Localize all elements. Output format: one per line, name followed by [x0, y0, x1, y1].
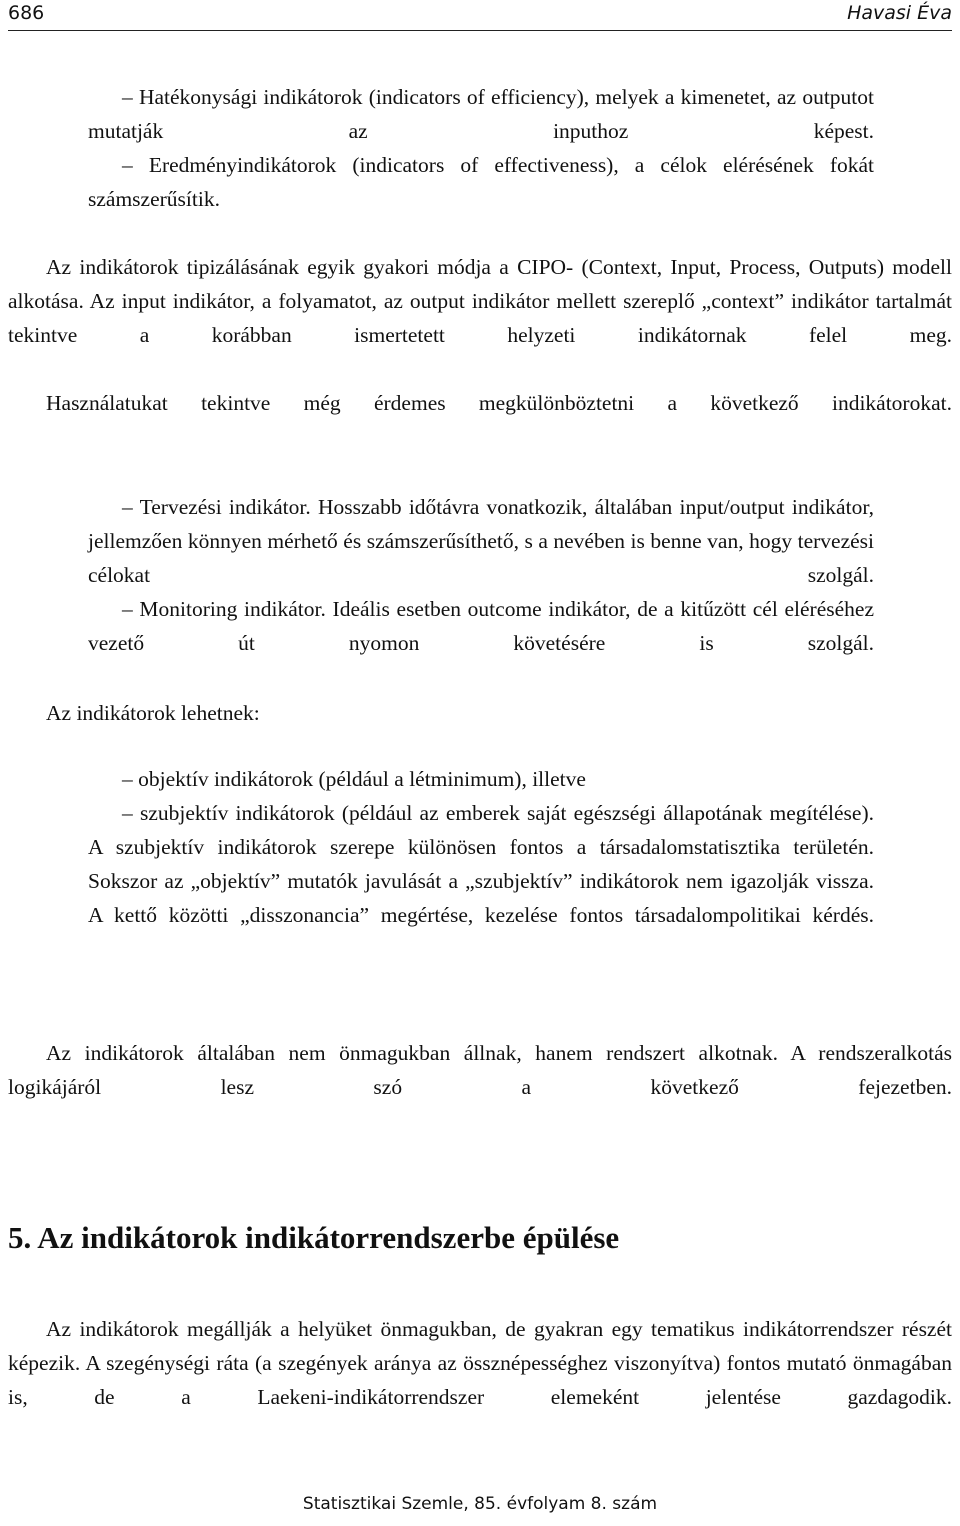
page-header	[8, 0, 952, 31]
paragraph-types-intro: Az indikátorok lehetnek:	[46, 701, 260, 725]
paragraph-thematic: Az indikátorok megállják a helyüket önmagukban, de gyakran egy tematikus indikátorrendszer részét képezik. A szegénységi ráta (a szegények aránya az össznépességhez viszonyítva) fontos mutató önmagában is, de a Laekeni-indikátorrendszer elemeként jelentése gazdagodik.	[8, 1317, 952, 1409]
list-item-efficiency: – Hatékonysági indikátorok (indicators of efficiency), melyek a kimenetet, az outputot mutatják az inputhoz képest.	[88, 85, 874, 143]
paragraph-usage: Használatukat tekintve még érdemes megkülönböztetni a következő indikátorokat.	[46, 391, 952, 415]
list-item-effectiveness: – Eredményindikátorok (indicators of effectiveness), a célok elérésének fokát számszerűsítik.	[88, 153, 874, 211]
page-number: 686	[8, 2, 45, 24]
running-author: Havasi Éva	[847, 2, 952, 24]
list-item-subjective: – szubjektív indikátorok (például az emberek saját egészségi állapotának megítélése). A szubjektív indikátorok szerepe különösen fontos a társadalomstatisztika területén. Sokszor az „objektív” mutatók javulását a „szubjektív” indikátorok nem igazolják vissza. A kettő közötti „disszonancia” megértése, kezelése fontos társadalompolitikai kérdés.	[88, 801, 874, 927]
journal-footer: Statisztikai Szemle, 85. évfolyam 8. szám	[302, 1494, 658, 1514]
section-heading: 5. Az indikátorok indikátorrendszerbe épülése	[8, 1220, 620, 1255]
paragraph-cipo: Az indikátorok tipizálásának egyik gyakori módja a CIPO- (Context, Input, Process, Outputs) modell alkotása. Az input indikátor, a folyamatot, az output indikátor mellett szereplő „context” indikátor tartalmát tekintve a korábban ismertetett helyzeti indikátornak felel meg.	[8, 255, 952, 347]
list-item-objective: – objektív indikátorok (például a létminimum), illetve	[122, 767, 586, 791]
paragraph-system: Az indikátorok általában nem önmagukban állnak, hanem rendszert alkotnak. A rendszeralkotás logikájáról lesz szó a következő fejezetben.	[8, 1041, 952, 1099]
list-item-monitoring: – Monitoring indikátor. Ideális esetben outcome indikátor, de a kitűzött cél eléréséhez vezető út nyomon követésére is szolgál.	[88, 597, 874, 655]
list-item-planning: – Tervezési indikátor. Hosszabb időtávra vonatkozik, általában input/output indikátor, jellemzően könnyen mérhető és számszerűsíthető, s a nevében is benne van, hogy tervezési célokat szolgál.	[88, 495, 874, 587]
